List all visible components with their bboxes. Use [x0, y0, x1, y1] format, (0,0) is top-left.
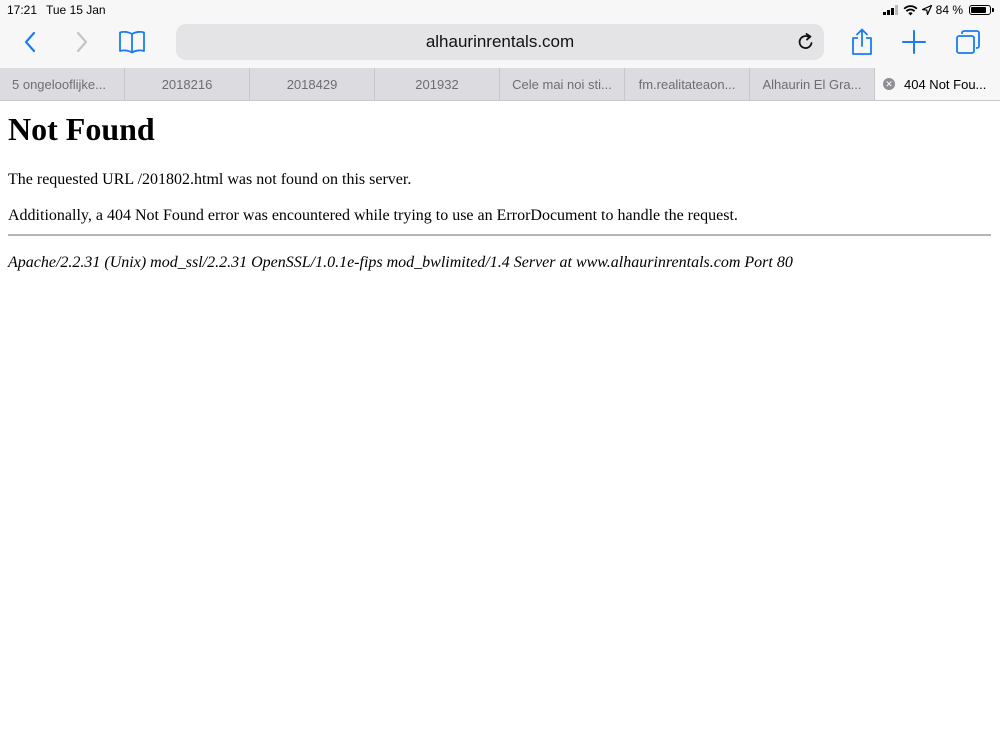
- tab-label: 5 ongelooflijke...: [12, 76, 106, 92]
- additional-error-message: Additionally, a 404 Not Found error was encountered while trying to use an ErrorDocument to handle the request.: [8, 207, 738, 224]
- page-heading: Not Found: [8, 111, 155, 147]
- address-url: alhaurinrentals.com: [425, 32, 575, 51]
- forward-button[interactable]: [66, 26, 98, 58]
- error-message: The requested URL /201802.html was not found on this server.: [8, 171, 412, 188]
- new-tab-icon: [902, 30, 926, 54]
- tab-strip: [0, 68, 1000, 101]
- reload-button[interactable]: [794, 30, 818, 54]
- tab-label: Alhaurin El Gra...: [762, 76, 862, 92]
- back-icon: [23, 31, 37, 53]
- tab-label: 2018429: [286, 76, 338, 92]
- wifi-icon: [903, 5, 918, 16]
- tab-7[interactable]: [750, 68, 875, 100]
- tab-4[interactable]: [375, 68, 500, 100]
- address-bar[interactable]: [176, 24, 824, 60]
- share-button[interactable]: [846, 26, 878, 58]
- battery-icon: [969, 5, 991, 15]
- tab-label: fm.realitateaon...: [638, 76, 736, 92]
- status-time: 17:21: [7, 3, 38, 17]
- tab-6[interactable]: [625, 68, 750, 100]
- tab-label: 404 Not Fou...: [904, 76, 987, 92]
- forward-icon: [75, 31, 89, 53]
- tabs-icon: [955, 29, 981, 55]
- tab-active[interactable]: [875, 68, 1000, 100]
- battery-level-fill: [971, 7, 986, 13]
- tab-2[interactable]: [125, 68, 250, 100]
- server-signature: Apache/2.2.31 (Unix) mod_ssl/2.2.31 OpenSSL/1.0.1e-fips mod_bwlimited/1.4 Server at www.alhaurinrentals.com Port 80: [8, 254, 793, 271]
- new-tab-button[interactable]: [898, 26, 930, 58]
- status-bar: [0, 0, 1000, 20]
- bookmarks-button[interactable]: [116, 26, 148, 58]
- location-arrow-icon: [922, 5, 932, 15]
- page-content: [0, 101, 1000, 750]
- tab-5[interactable]: [500, 68, 625, 100]
- close-tab-icon[interactable]: ✕: [883, 78, 895, 90]
- cellular-signal-icon: [883, 5, 899, 15]
- tabs-overview-button[interactable]: [952, 26, 984, 58]
- tab-label: 2018216: [161, 76, 213, 92]
- battery-tip: [992, 8, 994, 12]
- back-button[interactable]: [14, 26, 46, 58]
- battery-percentage: 84 %: [935, 3, 963, 17]
- tab-label: 201932: [415, 76, 459, 92]
- toolbar: [0, 20, 1000, 68]
- tab-3[interactable]: [250, 68, 375, 100]
- share-icon: [851, 28, 873, 56]
- bookmarks-icon: [118, 30, 146, 54]
- tab-label: Cele mai noi sti...: [512, 76, 612, 92]
- status-date: Tue 15 Jan: [46, 3, 106, 17]
- status-indicators: [883, 3, 994, 17]
- browser-chrome: [0, 0, 1000, 68]
- tab-1[interactable]: [0, 68, 125, 100]
- reload-icon: [796, 32, 816, 52]
- divider: [8, 234, 991, 236]
